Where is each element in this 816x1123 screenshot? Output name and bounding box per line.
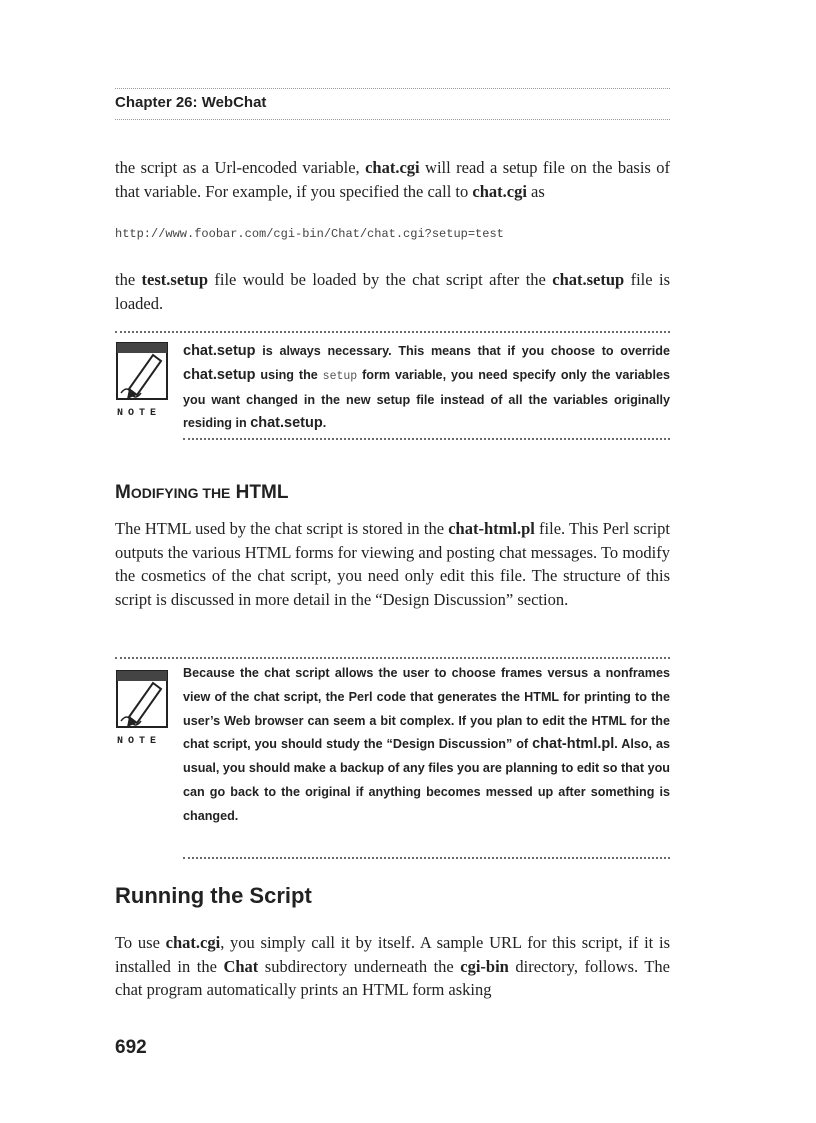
note-rule-top [115, 331, 670, 333]
note-label: NOTE [117, 736, 162, 747]
body-paragraph-1: the script as a Url-encoded variable, chat.cgi will read a setup file on the basis of that variable. For example, if you specified the call to chat.cgi as [115, 158, 670, 201]
body-paragraph-3: The HTML used by the chat script is stored in the chat-html.pl file. This Perl script outputs the various HTML forms for viewing and posting chat messages. To modify the cosmetics of the chat script, you need only edit this file. The structure of this script is discussed in more detail in the “Design Discussion” section. [115, 519, 670, 609]
inline-filename: chat.cgi [472, 181, 527, 201]
code-url: http://www.foobar.com/cgi-bin/Chat/chat.cgi?setup=test [115, 227, 504, 241]
note-box-1 [115, 331, 670, 443]
header-rule-bottom [115, 119, 670, 120]
running-header: Chapter 26: WebChat [115, 94, 267, 111]
inline-filename: chat.setup [552, 270, 625, 289]
note-rule-bottom [183, 438, 670, 440]
inline-filename: chat.cgi [365, 158, 420, 177]
note-rule-top [115, 657, 670, 659]
note-pencil-icon [115, 669, 173, 749]
note-text-1: chat.setup is always necessary. This means that if you choose to override chat.setup using the setup form variable, you need specify only the variables you want changed in the new setup file instead of all the variables originally residing in chat.setup. [183, 343, 670, 432]
note-pencil-icon [115, 341, 173, 421]
body-paragraph-2: the test.setup file would be loaded by the chat script after the chat.setup file is loaded. [115, 270, 670, 313]
inline-dirname: cgi-bin [460, 956, 509, 976]
header-rule-top [115, 88, 670, 89]
inline-filename: chat-html.pl [448, 519, 535, 538]
note-rule-bottom [183, 857, 670, 859]
subsection-heading: MODIFYING THE HTML [115, 482, 289, 503]
note-label: NOTE [117, 408, 162, 419]
page-number: 692 [115, 1037, 147, 1058]
inline-filename: test.setup [141, 270, 208, 289]
note-text-2: Because the chat script allows the user to choose frames versus a nonframes view of the chat script, the Perl code that generates the HTML for printing to the user’s Web browser can seem a bit complex. If you plan to edit the HTML for the chat script, you should study the “Design Discussion” of chat-html.pl. Also, as usual, you should make a backup of any files you are planning to edit so that you can go back to the original if anything becomes messed up after something is changed. [183, 666, 671, 823]
inline-filename: chat.cgi [165, 933, 221, 952]
note-box-2 [115, 657, 670, 863]
inline-dirname: Chat [223, 956, 259, 976]
body-paragraph-4: To use chat.cgi, you simply call it by itself. A sample URL for this script, if it is installed in the Chat subdirectory underneath the cgi-bin directory, follows. The chat program automatically prints an HTML form asking [115, 933, 671, 999]
section-heading: Running the Script [115, 883, 312, 908]
